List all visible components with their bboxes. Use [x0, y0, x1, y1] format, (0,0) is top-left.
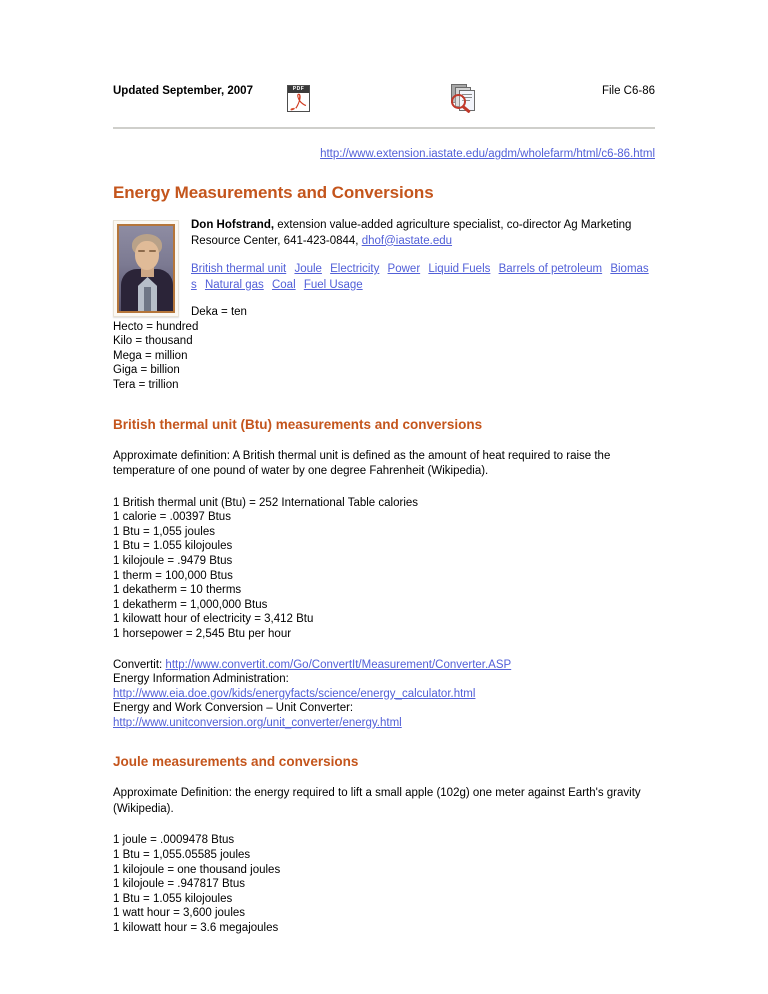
nav-link-joule[interactable]: Joule: [294, 263, 322, 275]
nav-link-power[interactable]: Power: [387, 263, 421, 275]
conversion-list-btu: [113, 496, 655, 642]
photo-tie: [144, 287, 151, 311]
pdf-icon-swoosh: [290, 93, 307, 111]
section-definition-joule: Approximate Definition: the energy required to lift a small apple (102g) one meter against Earth's gravity (Wikipedia).: [113, 787, 641, 815]
conversion-item: 1 Btu = 1,055.05585 joules: [113, 849, 251, 862]
conversion-item: 1 British thermal unit (Btu) = 252 International Table calories: [113, 496, 419, 509]
pdf-icon-label-bar: [288, 86, 309, 93]
pdf-icon-label: PDF: [292, 86, 305, 92]
conversion-list-joule: [113, 833, 655, 935]
section-heading-joule: Joule measurements and conversions: [113, 754, 359, 770]
resource-unitconversion: [113, 716, 655, 731]
nav-link-biomass[interactable]: Biomass: [191, 263, 649, 291]
resource-label: Convertit:: [113, 658, 166, 671]
pdf-icon-graphic: [287, 85, 310, 112]
section-heading-btu: British thermal unit (Btu) measurements and conversions: [113, 416, 483, 432]
conversion-item: 1 watt hour = 3,600 joules: [113, 907, 246, 920]
prefix-item: Tera = trillion: [113, 378, 179, 391]
resource-link-eia[interactable]: http://www.eia.doe.gov/kids/energyfacts/science/energy_calculator.html: [113, 687, 476, 700]
author-line: [113, 218, 655, 249]
intro-block: [113, 218, 655, 393]
page-title: Energy Measurements and Conversions: [113, 183, 434, 202]
prefix-item: Giga = billion: [113, 364, 180, 377]
pdf-document-icon[interactable]: [287, 85, 310, 112]
conversion-item: 1 kilowatt hour of electricity = 3,412 Btu: [113, 613, 314, 626]
updated-date: Updated September, 2007: [113, 85, 253, 97]
author-email-link[interactable]: dhof@iastate.edu: [361, 234, 453, 247]
conversion-item: 1 kilowatt hour = 3.6 megajoules: [113, 922, 279, 935]
conversion-item: 1 horsepower = 2,545 Btu per hour: [113, 627, 292, 640]
resource-convertit: [113, 658, 655, 673]
conversion-item: 1 calorie = .00397 Btus: [113, 511, 231, 524]
prefix-item: Mega = million: [113, 349, 188, 362]
source-url-row: [113, 147, 655, 162]
resource-link-convertit[interactable]: http://www.convertit.com/Go/ConvertIt/Measurement/Converter.ASP: [165, 658, 512, 671]
conversion-item: 1 kilojoule = .947817 Btus: [113, 878, 246, 891]
conversion-item: 1 dekatherm = 1,000,000 Btus: [113, 598, 268, 611]
conversion-item: 1 therm = 100,000 Btus: [113, 569, 233, 582]
file-number: File C6-86: [601, 85, 655, 97]
print-preview-icon-graphic: [450, 84, 477, 112]
nav-link-coal[interactable]: Coal: [271, 278, 296, 291]
resource-link-unitconversion[interactable]: http://www.unitconversion.org/unit_converter/energy.html: [113, 716, 402, 729]
resource-unitconversion-label: Energy and Work Conversion – Unit Converter:: [113, 702, 354, 715]
document-content: [113, 84, 655, 936]
author-photo-frame: [113, 220, 179, 317]
resource-eia: [113, 687, 655, 702]
conversion-item: 1 kilojoule = one thousand joules: [113, 863, 281, 876]
author-name: Don Hofstrand,: [191, 219, 275, 231]
photo-brow-left: [138, 250, 145, 252]
nav-link-electricity[interactable]: Electricity: [330, 263, 380, 275]
conversion-item: 1 Btu = 1,055 joules: [113, 525, 215, 538]
resource-eia-label: Energy Information Administration:: [113, 673, 289, 686]
nav-link-fuel-usage[interactable]: Fuel Usage: [303, 278, 363, 291]
conversion-item: 1 Btu = 1.055 kilojoules: [113, 892, 233, 905]
nav-link-barrels[interactable]: Barrels of petroleum: [498, 263, 603, 275]
resource-link-list-btu: [113, 658, 655, 731]
section-definition-btu: Approximate definition: A British thermal unit is defined as the amount of heat required to raise the temperature of one pound of water by one degree Fahrenheit (Wikipedia).: [113, 449, 611, 478]
prefix-item: Deka = ten: [191, 306, 247, 318]
page-text-line: [462, 94, 472, 95]
section-nav-links: [113, 262, 655, 293]
prefix-item: Hecto = hundred: [113, 320, 199, 333]
conversion-item: 1 joule = .0009478 Btus: [113, 834, 235, 847]
photo-face: [135, 241, 159, 270]
print-preview-icon[interactable]: [450, 84, 477, 112]
conversion-item: 1 dekatherm = 10 therms: [113, 584, 242, 597]
author-photo: [113, 220, 179, 317]
nav-link-btu[interactable]: British thermal unit: [191, 263, 287, 275]
conversion-item: 1 Btu = 1.055 kilojoules: [113, 540, 233, 553]
source-url-link[interactable]: http://www.extension.iastate.edu/agdm/wholefarm/html/c6-86.html: [320, 148, 655, 160]
nav-link-natural-gas[interactable]: Natural gas: [204, 278, 264, 291]
header-divider: [113, 127, 655, 129]
nav-link-liquid-fuels[interactable]: Liquid Fuels: [428, 263, 491, 275]
photo-brow-right: [149, 250, 156, 252]
prefix-item: Kilo = thousand: [113, 335, 193, 348]
author-description: extension value-added agriculture specialist, co-director Ag Marketing Resource Center, 641-423-0844,: [191, 219, 632, 247]
document-header: [113, 84, 655, 128]
metric-prefix-list: [113, 305, 655, 393]
conversion-item: 1 kilojoule = .9479 Btus: [113, 554, 233, 567]
author-photo-image: [117, 224, 175, 313]
